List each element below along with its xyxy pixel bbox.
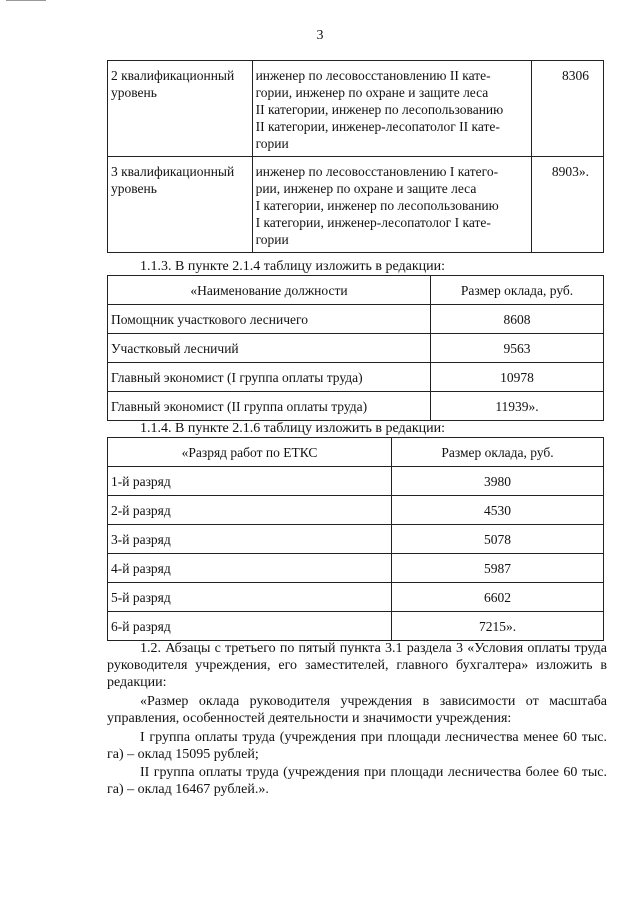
salary-cell: 4530 <box>392 496 604 525</box>
column-header: «Наименование должности <box>108 276 431 305</box>
positions-line: гории <box>255 136 289 151</box>
level-cell: 3 квалификационный уровень <box>108 157 253 253</box>
column-header: «Разряд работ по ЕТКС <box>108 438 392 467</box>
positions-line: II категории, инженер-лесопатолог II кате- <box>255 119 500 134</box>
table-row <box>108 554 604 583</box>
salary-cell: 9563 <box>431 334 604 363</box>
positions-line: I категории, инженер по лесопользованию <box>255 198 499 213</box>
table-row <box>108 61 604 157</box>
positions-cell <box>252 157 531 253</box>
table-row <box>108 334 604 363</box>
etks-grade-table <box>107 437 604 641</box>
salary-cell: 6602 <box>392 583 604 612</box>
positions-cell <box>252 61 531 157</box>
paragraph-group-2: II группа оплаты труда (учреждения при площади лесничества более 60 тыс. га) – оклад 16467 рублей.». <box>107 765 607 798</box>
positions-line: рии, инженер по охране и защите леса <box>255 181 477 196</box>
column-header: Размер оклада, руб. <box>392 438 604 467</box>
position-cell: Главный экономист (II группа оплаты труда) <box>108 392 431 421</box>
position-cell: Помощник участкового лесничего <box>108 305 431 334</box>
salary-cell: 8608 <box>431 305 604 334</box>
positions-line: I категории, инженер-лесопатолог I кате- <box>255 215 491 230</box>
salary-cell: 8306 <box>531 61 603 157</box>
corner-mark <box>6 0 46 1</box>
salary-cell: 3980 <box>392 467 604 496</box>
table-header-row <box>108 276 604 305</box>
salary-cell: 5987 <box>392 554 604 583</box>
positions-line: II категории, инженер по лесопользованию <box>255 102 504 117</box>
column-header: Размер оклада, руб. <box>431 276 604 305</box>
table-row <box>108 363 604 392</box>
grade-cell: 5-й разряд <box>108 583 392 612</box>
table-row <box>108 305 604 334</box>
table-row <box>108 467 604 496</box>
section-1-1-4-heading: 1.1.4. В пункте 2.1.6 таблицу изложить в редакции: <box>140 421 445 436</box>
table-row <box>108 583 604 612</box>
paragraph-salary-intro: «Размер оклада руководителя учреждения в зависимости от масштаба управления, особенностей деятельности и значимости учреждения: <box>107 694 607 727</box>
table-row <box>108 496 604 525</box>
positions-line: гории <box>255 232 289 247</box>
table-row <box>108 157 604 253</box>
table-row <box>108 612 604 641</box>
positions-salary-table <box>107 275 604 421</box>
table-row <box>108 525 604 554</box>
position-cell: Главный экономист (I группа оплаты труда) <box>108 363 431 392</box>
salary-cell: 8903». <box>531 157 603 253</box>
grade-cell: 3-й разряд <box>108 525 392 554</box>
level-cell: 2 квалификационный уровень <box>108 61 253 157</box>
grade-cell: 6-й разряд <box>108 612 392 641</box>
positions-line: инженер по лесовосстановлению II кате- <box>255 68 491 83</box>
grade-cell: 1-й разряд <box>108 467 392 496</box>
position-cell: Участковый лесничий <box>108 334 431 363</box>
salary-cell: 5078 <box>392 525 604 554</box>
salary-cell: 7215». <box>392 612 604 641</box>
qualification-table <box>107 60 604 253</box>
grade-cell: 4-й разряд <box>108 554 392 583</box>
positions-line: инженер по лесовосстановлению I катего- <box>255 164 499 179</box>
page-number: 3 <box>316 28 324 43</box>
paragraph-1-2: 1.2. Абзацы с третьего по пятый пункта 3.1 раздела 3 «Условия оплаты труда руководителя учреждения, его заместителей, главного бухгалтера» изложить в редакции: <box>107 641 607 691</box>
grade-cell: 2-й разряд <box>108 496 392 525</box>
section-1-1-3-heading: 1.1.3. В пункте 2.1.4 таблицу изложить в редакции: <box>140 259 445 274</box>
salary-cell: 11939». <box>431 392 604 421</box>
table-header-row <box>108 438 604 467</box>
paragraph-group-1: I группа оплаты труда (учреждения при площади лесничества менее 60 тыс. га) – оклад 15095 рублей; <box>107 730 607 763</box>
positions-line: гории, инженер по охране и защите леса <box>255 85 489 100</box>
salary-cell: 10978 <box>431 363 604 392</box>
table-row <box>108 392 604 421</box>
